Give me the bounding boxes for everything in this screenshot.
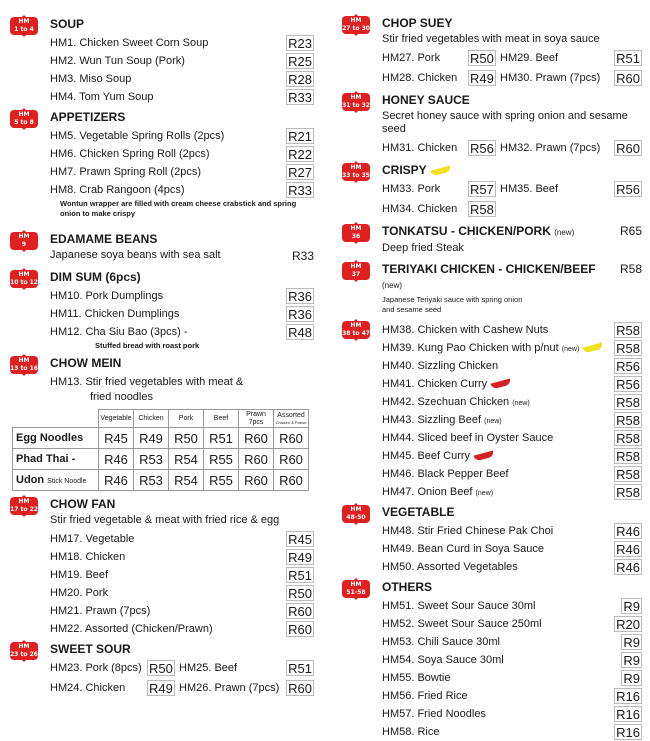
badge-range: 31 to 32 (342, 102, 370, 109)
section-title (50, 642, 314, 657)
badge-range: 1 to 4 (14, 26, 34, 33)
item-name: HM11. Chicken Dumplings (50, 308, 180, 320)
section-title-text: OTHERS (382, 580, 433, 594)
column-header (274, 410, 309, 428)
section-title (382, 163, 642, 178)
table-cell-price: R53 (134, 449, 169, 470)
item-name: HM25. Beef (179, 662, 238, 674)
item-price: R9 (623, 671, 640, 686)
menu-item-pair (382, 49, 642, 67)
table-row (13, 428, 309, 449)
item-name: HM23. Pork (8pcs) (50, 662, 142, 674)
section-description: Deep fried Steak (382, 242, 464, 254)
item-price: R60 (288, 604, 312, 619)
menu-item-pair (382, 180, 642, 198)
menu-item (382, 447, 642, 465)
item-name: HM58. Rice (382, 726, 440, 738)
item-price: R46 (616, 542, 640, 557)
item-name: HM32. Prawn (7pcs) (500, 142, 601, 154)
menu-item (50, 548, 314, 566)
row-label (13, 449, 99, 470)
menu-item-pair (50, 659, 314, 677)
section-title-text: HONEY SAUCE (382, 93, 470, 107)
noodle-price-table (12, 409, 309, 491)
table-cell-price: R60 (239, 449, 274, 470)
badge-label: HM (350, 164, 362, 171)
section-title (382, 262, 606, 293)
item-price: R9 (623, 635, 640, 650)
item-price: R28 (288, 72, 312, 87)
section-badge (342, 16, 370, 34)
row-label-sub: Stick Noodle (47, 478, 87, 485)
column-header (204, 410, 239, 428)
item-price: R21 (288, 129, 312, 144)
new-tag: (new) (475, 490, 494, 497)
section-badge (342, 580, 370, 598)
item-name: HM6. Chicken Spring Roll (2pcs) (50, 148, 210, 160)
column-header-label: Prawn 7pcs (246, 410, 266, 426)
section-badge (10, 110, 38, 128)
menu-item (50, 530, 314, 548)
item-name: HM29. Beef (500, 52, 559, 64)
menu-item (50, 620, 314, 638)
section-title-text: CHOW MEIN (50, 356, 122, 370)
row-label-text: Egg Noodles (16, 432, 84, 444)
menu-item (50, 145, 314, 163)
section-title (382, 224, 606, 240)
menu-item (382, 540, 642, 558)
item-price: R58 (616, 485, 640, 500)
item-note: Wontun wrapper are filled with cream cheese crabstick and spring onion to make crispy (60, 199, 297, 218)
menu-item (382, 633, 642, 651)
item-price: R58 (616, 323, 640, 338)
table-cell-price: R54 (169, 470, 204, 491)
badge-range: 38 to 47 (342, 330, 370, 337)
section-title-text: CRISPY (382, 163, 427, 177)
section-badge (10, 17, 38, 35)
section-description: Japanese soya beans with sea salt (50, 249, 221, 261)
section-title (382, 93, 642, 108)
menu-item (50, 287, 314, 305)
menu-item (50, 70, 314, 88)
menu-item (50, 305, 314, 323)
badge-range: 17 to 22 (10, 506, 38, 513)
badge-range: 48-50 (346, 514, 366, 521)
menu-item (50, 34, 314, 52)
item-price: R60 (616, 71, 640, 86)
badge-label: HM (18, 18, 30, 25)
item-price: R58 (616, 413, 640, 428)
item-name: HM1. Chicken Sweet Corn Soup (50, 37, 209, 49)
section-title-text: SOUP (50, 17, 85, 31)
item-price: R60 (288, 622, 312, 637)
menu-item (382, 558, 642, 576)
item-name: HM34. Chicken (382, 203, 458, 215)
item-name: HM57. Fried Noodles (382, 708, 486, 720)
menu-item (382, 723, 642, 741)
item-name: HM26. Prawn (7pcs) (179, 682, 280, 694)
item-name: HM3. Miso Soup (50, 73, 132, 85)
column-header-label: Assorted (277, 412, 305, 419)
item-name: HM19. Beef (50, 569, 109, 581)
item-name: HM13. Stir fried vegetables with meat & (50, 376, 244, 388)
badge-label: HM (18, 111, 30, 118)
table-header-row (13, 410, 309, 428)
item-name: HM56. Fried Rice (382, 690, 468, 702)
item-name: HM42. Szechuan Chicken (382, 396, 510, 408)
menu-item-pair (382, 139, 642, 157)
item-price: R57 (470, 182, 494, 197)
table-cell-price: R54 (169, 449, 204, 470)
column-header (239, 410, 274, 428)
menu-item (382, 522, 642, 540)
item-price: R49 (288, 550, 312, 565)
new-tag: (new) (382, 281, 403, 290)
row-label-text: Phad Thai - (16, 453, 76, 465)
item-name: HM12. Cha Siu Bao (3pcs) - (50, 326, 188, 338)
section-title (50, 270, 314, 285)
section-title (382, 580, 642, 595)
item-price: R33 (288, 183, 312, 198)
section-price: R58 (619, 262, 642, 276)
item-price: R50 (288, 586, 312, 601)
section-title (382, 16, 642, 31)
badge-label: HM (350, 263, 362, 270)
menu-item (382, 615, 642, 633)
item-name: HM35. Beef (500, 183, 559, 195)
row-label (13, 428, 99, 449)
item-name: HM44. Sliced beef in Oyster Sauce (382, 432, 554, 444)
section-badge (342, 93, 370, 111)
section-description: Secret honey sauce with spring onion and sesame seed (382, 110, 628, 135)
item-name: HM45. Beef Curry (382, 450, 471, 462)
section-title (50, 232, 314, 247)
item-name: HM30. Prawn (7pcs) (500, 72, 601, 84)
item-name: HM28. Chicken (382, 72, 458, 84)
section-title (50, 110, 314, 125)
item-name: HM22. Assorted (Chicken/Prawn) (50, 623, 213, 635)
item-price: R9 (623, 653, 640, 668)
section-title-text: APPETIZERS (50, 110, 126, 124)
menu-item (382, 483, 642, 501)
section-title (50, 497, 314, 512)
item-name: HM2. Wun Tun Soup (Pork) (50, 55, 185, 67)
menu-item (382, 339, 642, 357)
item-price: R60 (288, 681, 312, 696)
table-cell-price: R46 (99, 470, 134, 491)
new-tag: (new) (561, 346, 580, 353)
item-name: HM18. Chicken (50, 551, 126, 563)
item-price: R58 (616, 395, 640, 410)
table-cell-price: R60 (274, 470, 309, 491)
menu-item (382, 669, 642, 687)
badge-range: 5 to 8 (14, 119, 34, 126)
badge-range: 37 (351, 271, 361, 278)
section-title-text: CHOP SUEY (382, 16, 453, 30)
badge-range: 36 (351, 233, 361, 240)
menu-item (382, 687, 642, 705)
item-name: HM52. Sweet Sour Sauce 250ml (382, 618, 542, 630)
item-price: R51 (616, 51, 640, 66)
item-name: HM31. Chicken (382, 142, 458, 154)
menu-item (50, 88, 314, 106)
item-price: R46 (616, 560, 640, 575)
item-price: R51 (288, 568, 312, 583)
item-name: HM49. Bean Curd in Soya Sauce (382, 543, 545, 555)
yellow-chili-icon (583, 343, 604, 354)
table-cell-price: R53 (134, 470, 169, 491)
menu-item (50, 566, 314, 584)
badge-label: HM (350, 322, 362, 329)
table-cell-price: R46 (99, 449, 134, 470)
item-price: R48 (288, 325, 312, 340)
menu-item (50, 163, 314, 181)
section-badge (342, 163, 370, 181)
table-cell-price: R60 (239, 428, 274, 449)
new-tag: (new) (484, 418, 502, 425)
item-price: R58 (616, 431, 640, 446)
item-price: R51 (288, 661, 312, 676)
section-title (382, 505, 642, 520)
menu-item (382, 393, 642, 411)
item-price: R16 (616, 707, 640, 722)
section-badge (342, 321, 370, 339)
section-title-text: DIM SUM (6pcs) (50, 270, 141, 284)
yellow-chili-icon (430, 165, 451, 176)
column-header-label: Vegetable (100, 414, 132, 422)
section-badge (10, 497, 38, 515)
column-header-label: Pork (178, 414, 194, 422)
item-name: HM24. Chicken (50, 682, 126, 694)
item-name: HM17. Vegetable (50, 533, 135, 545)
badge-range: 13 to 16 (10, 365, 38, 372)
item-price: R16 (616, 689, 640, 704)
item-price: R60 (616, 141, 640, 156)
section-badge (10, 642, 38, 660)
menu-item (50, 584, 314, 602)
column-header-label: Beef (213, 414, 229, 422)
item-price: R9 (623, 599, 640, 614)
section-badge (342, 224, 370, 242)
item-name: HM54. Soya Sauce 30ml (382, 654, 504, 666)
column-header (134, 410, 169, 428)
item-price: R36 (288, 307, 312, 322)
item-price: R56 (616, 359, 640, 374)
item-name: HM40. Sizzling Chicken (382, 360, 499, 372)
item-price: R49 (149, 681, 173, 696)
item-price: R45 (288, 532, 312, 547)
section-badge (10, 356, 38, 374)
item-price: R22 (288, 147, 312, 162)
section-description: Stir fried vegetable & meat with fried rice & egg (50, 514, 280, 526)
table-cell-price: R50 (169, 428, 204, 449)
item-name: HM38. Chicken with Cashew Nuts (382, 324, 549, 336)
badge-label: HM (18, 643, 30, 650)
badge-range: 33 to 35 (342, 172, 370, 179)
section-badge (10, 232, 38, 250)
menu-item (382, 357, 642, 375)
section-price: R65 (619, 224, 642, 238)
table-cell-price: R60 (274, 449, 309, 470)
item-price: R23 (288, 36, 312, 51)
menu-item (50, 602, 314, 620)
badge-label: HM (18, 498, 30, 505)
menu-item (382, 429, 642, 447)
badge-label: HM (350, 94, 362, 101)
item-price: R58 (470, 202, 494, 217)
menu-item (50, 52, 314, 70)
item-price: R33 (291, 249, 314, 263)
column-header-label: Chicken (138, 414, 164, 422)
item-price: R46 (616, 524, 640, 539)
badge-label: HM (350, 17, 362, 24)
item-price: R56 (616, 182, 640, 197)
section-badge (10, 270, 38, 288)
menu-item (382, 411, 642, 429)
item-name: HM33. Pork (382, 183, 441, 195)
item-name: HM5. Vegetable Spring Rolls (2pcs) (50, 130, 225, 142)
row-label-text: Udon (16, 474, 45, 486)
menu-item (382, 597, 642, 615)
section-badge (342, 262, 370, 280)
menu-item (382, 651, 642, 669)
section-title-text: TONKATSU - CHICKEN/PORK (382, 224, 551, 238)
item-name: HM27. Pork (382, 52, 441, 64)
item-name: HM46. Black Pepper Beef (382, 468, 509, 480)
table-row (13, 470, 309, 491)
item-name: HM41. Chicken Curry (382, 378, 488, 390)
section-title-text: TERIYAKI CHICKEN - CHICKEN/BEEF (382, 262, 596, 276)
item-price: R58 (616, 341, 640, 356)
item-name: HM21. Prawn (7pcs) (50, 605, 151, 617)
badge-label: HM (18, 357, 30, 364)
item-name: HM20. Pork (50, 587, 109, 599)
item-name: HM53. Chili Sauce 30ml (382, 636, 500, 648)
menu-item-pair (382, 200, 642, 218)
table-cell-price: R60 (274, 428, 309, 449)
item-price: R20 (616, 617, 640, 632)
table-row (13, 449, 309, 470)
red-chili-icon (491, 379, 512, 390)
new-tag: (new) (554, 228, 575, 237)
badge-label: HM (350, 581, 362, 588)
section-title (50, 17, 314, 32)
table-cell-price: R45 (99, 428, 134, 449)
item-price: R50 (149, 661, 173, 676)
menu-item (382, 465, 642, 483)
item-price: R50 (470, 51, 494, 66)
section-title (50, 356, 314, 371)
column-header (99, 410, 134, 428)
badge-label: HM (18, 233, 30, 240)
column-header-sub: Chicken & Prawn (275, 420, 307, 425)
section-title-text: SWEET SOUR (50, 642, 131, 656)
item-name: HM39. Kung Pao Chicken with p/nut (382, 342, 559, 354)
item-price: R27 (288, 165, 312, 180)
column-header (169, 410, 204, 428)
red-chili-icon (474, 451, 495, 462)
section-description: Japanese Teriyaki sauce with spring onion and sesame seed (382, 295, 523, 314)
item-price: R58 (616, 467, 640, 482)
menu-item-pair (382, 69, 642, 87)
menu-item (50, 127, 314, 145)
badge-range: 51-58 (346, 589, 366, 596)
item-price: R33 (288, 90, 312, 105)
item-name: HM43. Sizzling Beef (382, 414, 482, 426)
new-tag: (new) (512, 400, 530, 407)
section-title-text: CHOW FAN (50, 497, 116, 511)
item-price: R49 (470, 71, 494, 86)
item-price: R56 (470, 141, 494, 156)
badge-label: HM (18, 271, 30, 278)
menu-item (50, 323, 314, 341)
menu-item (382, 705, 642, 723)
section-badge (342, 505, 370, 523)
item-name: HM47. Onion Beef (382, 486, 473, 498)
item-note: Stuffed bread with roast pork (95, 341, 200, 350)
menu-item (382, 375, 642, 393)
table-cell-price: R55 (204, 449, 239, 470)
badge-range: 27 to 30 (342, 25, 370, 32)
item-name: HM48. Stir Fried Chinese Pak Choi (382, 525, 554, 537)
badge-label: HM (350, 225, 362, 232)
section-title-text: VEGETABLE (382, 505, 455, 519)
item-name: HM8. Crab Rangoon (4pcs) (50, 184, 185, 196)
section-title-text: EDAMAME BEANS (50, 232, 158, 246)
badge-range: 9 (21, 241, 27, 248)
item-price: R56 (616, 377, 640, 392)
item-name: HM4. Tom Yum Soup (50, 91, 154, 103)
item-name: HM55. Bowtie (382, 672, 451, 684)
badge-label: HM (350, 506, 362, 513)
section-description: Stir fried vegetables with meat in soya sauce (382, 33, 600, 45)
item-name: HM51. Sweet Sour Sauce 30ml (382, 600, 536, 612)
item-price: R58 (616, 449, 640, 464)
item-price: R16 (616, 725, 640, 740)
menu-item (50, 373, 314, 391)
section-description: fried noodles (90, 391, 153, 403)
menu-item (50, 181, 314, 199)
table-cell-price: R60 (239, 470, 274, 491)
item-name: HM10. Pork Dumplings (50, 290, 164, 302)
menu-item (382, 321, 642, 339)
table-cell-price: R51 (204, 428, 239, 449)
table-corner (13, 410, 99, 428)
table-cell-price: R55 (204, 470, 239, 491)
item-price: R36 (288, 289, 312, 304)
table-cell-price: R49 (134, 428, 169, 449)
item-name: HM50. Assorted Vegetables (382, 561, 518, 573)
badge-range: 10 to 12 (10, 279, 38, 286)
item-name: HM7. Prawn Spring Roll (2pcs) (50, 166, 201, 178)
row-label (13, 470, 99, 491)
badge-range: 23 to 26 (10, 651, 38, 658)
item-price: R25 (288, 54, 312, 69)
